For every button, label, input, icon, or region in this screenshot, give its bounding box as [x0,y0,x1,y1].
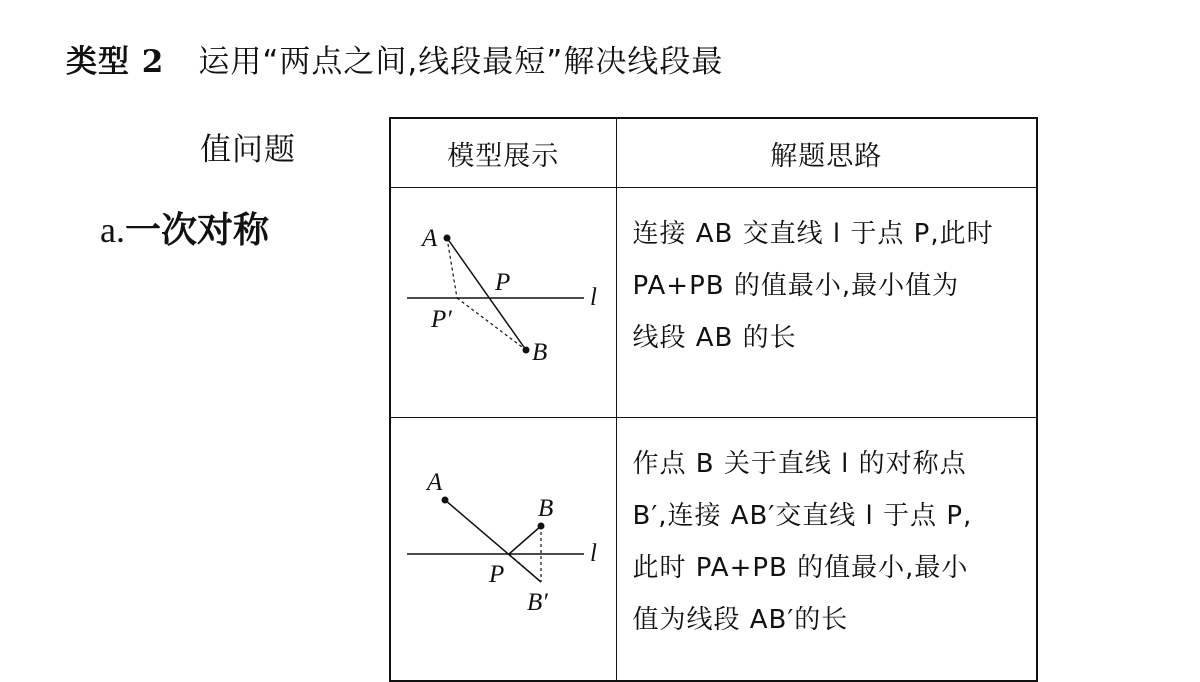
header-model: 模型展示 [390,118,616,188]
label-A: A [427,469,443,496]
table-row [390,188,1037,418]
subheading-prefix: a. [100,210,125,250]
subheading-text: 一次对称 [124,210,269,251]
figure-cell [390,188,616,418]
point-A [444,235,451,242]
figure-cell [390,418,616,682]
model-table [389,117,1038,682]
segment-PB [509,526,541,554]
label-l: l [590,284,597,311]
label-l: l [590,540,597,567]
label-B: B [538,495,554,522]
point-B [538,523,545,530]
explanation-cell [616,418,1037,682]
label-P-prime: P′ [431,306,452,333]
section-heading [66,36,723,81]
label-A: A [422,225,438,252]
heading-title: 运用“两点之间,线段最短”解决线段最 [198,44,724,80]
point-B [523,347,530,354]
explanation-cell [616,188,1037,418]
segment-P-prime-B [457,298,526,350]
table-header-row [390,118,1037,188]
type-label: 类型 2 [66,44,165,80]
header-method: 解题思路 [616,118,1037,188]
explanation-text: 连接 AB 交直线 l 于点 P,此时 PA+PB 的值最小,最小值为 线段 AB 的长 [632,219,994,353]
heading-title-continued: 值问题 [200,132,296,168]
figure-opposite-reflection [391,418,617,660]
segment-AP-prime [447,238,457,298]
subheading [100,202,269,253]
label-P: P [495,269,511,296]
segment-AB [447,238,526,350]
label-B: B [532,339,548,366]
label-P: P [489,561,505,588]
label-B-prime: B′ [527,589,548,616]
figure-same-side [391,188,617,397]
explanation-text: 作点 B 关于直线 l 的对称点 B′,连接 AB′交直线 l 于点 P, 此时 PA+PB 的值最小,最小 值为线段 AB′的长 [632,449,973,635]
table-row [390,418,1037,682]
point-A [442,497,449,504]
